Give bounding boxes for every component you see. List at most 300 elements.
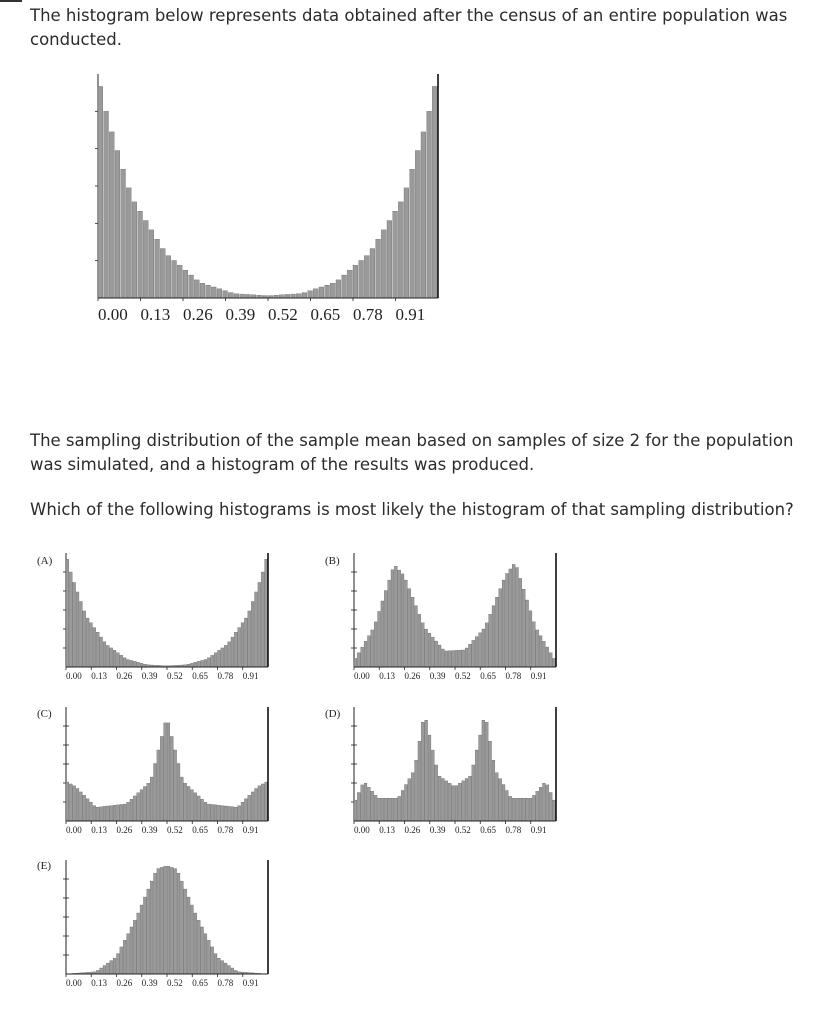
histogram-bar	[475, 637, 478, 667]
histogram-bar	[398, 570, 401, 667]
histogram-bar	[353, 265, 358, 298]
x-tick-label: 0.26	[116, 825, 133, 835]
histogram-bar	[296, 294, 301, 298]
histogram-bar	[187, 897, 190, 974]
histogram-bar	[347, 270, 352, 298]
histogram-bar	[357, 653, 360, 667]
histogram-bar	[482, 720, 485, 821]
histogram-bar	[79, 792, 82, 821]
histogram-bar	[364, 641, 367, 667]
histogram-bar	[166, 256, 171, 298]
x-tick-label: 0.65	[480, 825, 496, 835]
histogram-bar	[489, 741, 492, 821]
histogram-bar	[455, 650, 458, 667]
histogram-bar	[207, 940, 210, 974]
histogram-bar	[536, 791, 539, 821]
histogram-bar	[211, 287, 216, 298]
histogram-bar	[415, 151, 420, 298]
histogram-bar	[374, 795, 377, 821]
x-tick-label: 0.13	[91, 671, 107, 681]
histogram-bar	[411, 773, 414, 821]
histogram-bar	[90, 623, 93, 667]
x-tick-label: 0.39	[429, 825, 446, 835]
histogram-bar	[401, 574, 404, 667]
option-e-label: (E)	[37, 860, 52, 872]
histogram-bar	[234, 294, 239, 298]
histogram-bar	[170, 736, 173, 821]
histogram-bar	[143, 897, 146, 974]
x-tick-label: 0.78	[505, 671, 522, 681]
x-tick-label: 0.00	[354, 671, 370, 681]
histogram-bar	[421, 132, 426, 298]
histogram-bar	[110, 806, 113, 821]
histogram-bar	[388, 798, 391, 821]
histogram-bar	[361, 785, 364, 821]
histogram-bar	[357, 793, 360, 822]
histogram-bar	[180, 777, 183, 821]
histogram-bar	[405, 785, 408, 821]
histogram-bar	[415, 760, 418, 821]
histogram-bar	[482, 629, 485, 667]
histogram-bar	[442, 778, 445, 821]
histogram-bar	[90, 802, 93, 821]
option-c-label: (C)	[37, 708, 52, 720]
x-tick-label: 0.26	[183, 305, 213, 324]
histogram-bar	[539, 787, 542, 821]
histogram-bar	[197, 661, 200, 667]
histogram-bar	[455, 786, 458, 821]
histogram-bar	[66, 559, 69, 667]
histogram-bar	[435, 641, 438, 667]
histogram-bar	[133, 661, 136, 667]
histogram-bar	[164, 723, 167, 821]
histogram-bar	[342, 275, 347, 298]
histogram-bar	[553, 658, 556, 667]
histogram-bar	[117, 653, 120, 667]
histogram-bar	[495, 597, 498, 667]
histogram-bar	[378, 798, 381, 821]
histogram-bar	[110, 961, 113, 974]
x-tick-label: 0.78	[217, 825, 234, 835]
histogram-bar	[549, 653, 552, 667]
histogram-bar	[502, 580, 505, 667]
histogram-bar	[438, 645, 441, 667]
histogram-bar	[130, 660, 133, 667]
histogram-bar	[361, 647, 364, 667]
histogram-bar	[378, 611, 381, 667]
histogram-bar	[204, 934, 207, 974]
histogram-bar	[177, 764, 180, 822]
x-tick-label: 0.39	[141, 671, 158, 681]
histogram-bar	[170, 867, 173, 974]
histogram-bar	[228, 966, 231, 974]
histogram-bar	[391, 570, 394, 667]
histogram-bar	[442, 649, 445, 667]
histogram-bar	[370, 249, 375, 298]
histogram-bar	[425, 629, 428, 667]
histogram-bar	[160, 867, 163, 974]
histogram-bar	[408, 779, 411, 821]
histogram-bar	[155, 239, 160, 298]
x-tick-label: 0.13	[91, 825, 107, 835]
histogram-bar	[285, 294, 290, 298]
histogram-bar	[410, 169, 415, 298]
histogram-bar	[458, 783, 461, 821]
histogram-bar	[234, 632, 237, 667]
histogram-bar	[452, 786, 455, 821]
histogram-bar	[553, 800, 556, 821]
x-tick-label: 0.65	[480, 671, 496, 681]
histogram-bar	[519, 578, 522, 667]
histogram-bar	[120, 947, 123, 974]
x-tick-label: 0.39	[429, 671, 446, 681]
histogram-bar	[121, 169, 126, 298]
histogram-bar	[391, 798, 394, 821]
histogram-bar	[231, 968, 234, 974]
histogram-bar	[405, 580, 408, 667]
histogram-bar	[543, 641, 546, 667]
histogram-bar	[479, 735, 482, 821]
x-tick-label: 0.26	[404, 825, 421, 835]
histogram-bar	[73, 786, 76, 821]
x-tick-label: 0.39	[141, 978, 158, 988]
histogram-bar	[238, 806, 241, 821]
histogram-bar	[160, 249, 165, 298]
histogram-bar	[248, 611, 251, 667]
histogram-bar	[160, 736, 163, 821]
histogram-bar	[172, 260, 177, 298]
histogram-bar	[224, 645, 227, 667]
x-tick-label: 0.91	[242, 825, 259, 835]
histogram-bar	[543, 783, 546, 821]
histogram-bar	[214, 805, 217, 821]
population-histogram	[92, 72, 442, 324]
histogram-bar	[174, 869, 177, 974]
histogram-bar	[364, 256, 369, 298]
histogram-bar	[69, 784, 72, 821]
histogram-bar	[201, 927, 204, 974]
histogram-bar	[526, 600, 529, 667]
x-tick-label: 0.39	[141, 825, 158, 835]
histogram-bar	[164, 866, 167, 974]
histogram-bar	[319, 287, 324, 298]
histogram-bar	[465, 778, 468, 821]
histogram-bar	[115, 151, 120, 298]
histogram-bar	[330, 283, 335, 298]
histogram-bar	[240, 294, 245, 298]
histogram-bar	[415, 606, 418, 667]
histogram-bar	[255, 592, 258, 667]
x-tick-label: 0.00	[354, 825, 370, 835]
histogram-bar	[509, 796, 512, 821]
histogram-bar	[224, 963, 227, 974]
histogram-bar	[431, 750, 434, 821]
histogram-bar	[130, 927, 133, 974]
x-tick-label: 0.78	[505, 825, 522, 835]
histogram-bar	[150, 881, 153, 974]
corner-mark	[0, 0, 22, 2]
histogram-bar	[458, 650, 461, 667]
question-prompt: Which of the following histograms is most likely the histogram of that sampling distribution?	[30, 500, 794, 519]
histogram-bar	[492, 606, 495, 667]
histogram-bar	[506, 790, 509, 821]
histogram-bar	[137, 662, 140, 667]
histogram-bar	[132, 202, 137, 298]
histogram-bar	[180, 881, 183, 974]
histogram-bar	[103, 806, 106, 821]
histogram-bar	[438, 776, 441, 821]
histogram-bar	[472, 765, 475, 821]
intro-text: The histogram below represents data obtained after the census of an entire population was conducted.	[30, 6, 788, 49]
sampling-text: The sampling distribution of the sample mean based on samples of size 2 for the population was simulated, and a histogram of the results was produced.	[30, 431, 794, 474]
histogram-bar	[354, 658, 357, 667]
histogram-bar	[526, 798, 529, 821]
histogram-bar	[79, 601, 82, 667]
histogram-bar	[394, 566, 397, 667]
histogram-bar	[106, 963, 109, 974]
histogram-bar	[194, 280, 199, 298]
x-tick-label: 0.65	[310, 305, 341, 324]
histogram-bar	[381, 798, 384, 821]
histogram-bar	[184, 889, 187, 974]
histogram-bar	[218, 805, 221, 821]
histogram-bar	[189, 275, 194, 298]
x-tick-label: 0.91	[395, 305, 426, 324]
histogram-bar	[133, 796, 136, 821]
histogram-option-b[interactable]	[348, 551, 560, 686]
histogram-bar	[251, 792, 254, 821]
histogram-bar	[138, 211, 143, 298]
histogram-bar	[536, 630, 539, 667]
histogram-bar	[218, 958, 221, 974]
histogram-bar	[546, 785, 549, 821]
histogram-bar	[228, 642, 231, 667]
histogram-bar	[123, 804, 126, 821]
histogram-bar	[431, 637, 434, 667]
histogram-bar	[127, 802, 130, 821]
histogram-bar	[308, 291, 313, 298]
histogram-bar	[147, 783, 150, 821]
histogram-bar	[398, 796, 401, 821]
histogram-bar	[197, 920, 200, 974]
histogram-bar	[106, 806, 109, 821]
histogram-bar	[532, 795, 535, 821]
histogram-bar	[354, 800, 357, 821]
x-tick-label: 0.52	[268, 305, 298, 324]
x-tick-label: 0.13	[140, 305, 171, 324]
histogram-bar	[506, 574, 509, 667]
x-tick-label: 0.91	[530, 825, 547, 835]
histogram-bar	[109, 132, 114, 298]
histogram-bar	[117, 805, 120, 821]
histogram-bar	[244, 799, 247, 821]
histogram-bar	[93, 628, 96, 667]
histogram-bar	[167, 866, 170, 974]
histogram-bar	[211, 655, 214, 667]
histogram-bar	[214, 954, 217, 974]
histogram-bar	[177, 873, 180, 974]
histogram-bar	[93, 806, 96, 821]
histogram-bar	[191, 905, 194, 974]
histogram-bar	[117, 954, 120, 974]
histogram-bar	[221, 806, 224, 821]
histogram-bar	[223, 291, 228, 298]
histogram-bar	[231, 637, 234, 667]
histogram-bar	[234, 807, 237, 821]
x-tick-label: 0.91	[242, 671, 259, 681]
histogram-bar	[381, 601, 384, 667]
histogram-bar	[177, 265, 182, 298]
option-a-label: (A)	[37, 555, 53, 567]
histogram-bar	[204, 660, 207, 668]
histogram-bar	[374, 622, 377, 667]
histogram-bar	[204, 802, 207, 821]
histogram-bar	[489, 614, 492, 667]
histogram-bar	[167, 723, 170, 821]
histogram-option-a[interactable]	[60, 551, 272, 686]
histogram-bar	[133, 920, 136, 974]
x-tick-label: 0.13	[91, 978, 107, 988]
x-tick-label: 0.91	[530, 671, 547, 681]
histogram-bar	[127, 934, 130, 974]
x-tick-label: 0.78	[353, 305, 383, 324]
histogram-bar	[381, 230, 386, 298]
histogram-bar	[221, 648, 224, 667]
histogram-bar	[499, 589, 502, 667]
histogram-bar	[120, 655, 123, 667]
histogram-bar	[197, 796, 200, 821]
histogram-bar	[140, 790, 143, 821]
histogram-bar	[468, 776, 471, 821]
histogram-bar	[452, 651, 455, 667]
histogram-bar	[83, 611, 86, 667]
histogram-bar	[255, 789, 258, 821]
histogram-bar	[546, 647, 549, 667]
histogram-bar	[258, 582, 261, 667]
histogram-bar	[100, 807, 103, 821]
histogram-bar	[206, 285, 211, 298]
histogram-bar	[539, 636, 542, 667]
histogram-bar	[214, 653, 217, 667]
histogram-bar	[401, 790, 404, 821]
histogram-option-e[interactable]	[60, 858, 272, 993]
histogram-bar	[445, 651, 448, 667]
histogram-bar	[549, 793, 552, 822]
histogram-bar	[485, 722, 488, 821]
x-tick-label: 0.52	[455, 825, 471, 835]
x-tick-label: 0.78	[217, 978, 234, 988]
histogram-bar	[201, 660, 204, 667]
histogram-bar	[248, 795, 251, 821]
histogram-bar	[427, 111, 432, 298]
histogram-bar	[234, 970, 237, 974]
histogram-bar	[432, 86, 437, 298]
histogram-bar	[106, 645, 109, 667]
histogram-bar	[388, 580, 391, 667]
histogram-bar	[475, 750, 478, 821]
histogram-bar	[462, 650, 465, 667]
histogram-bar	[154, 764, 157, 822]
histogram-bar	[100, 637, 103, 667]
x-tick-label: 0.00	[66, 671, 82, 681]
histogram-bar	[291, 294, 296, 298]
x-tick-label: 0.91	[242, 978, 259, 988]
histogram-bar	[98, 86, 103, 298]
histogram-bar	[140, 905, 143, 974]
histogram-bar	[421, 623, 424, 667]
histogram-bar	[435, 765, 438, 821]
histogram-bar	[123, 940, 126, 974]
x-tick-label: 0.65	[192, 671, 208, 681]
histogram-bar	[200, 283, 205, 298]
histogram-bar	[313, 289, 318, 298]
histogram-bar	[529, 611, 532, 667]
x-tick-label: 0.52	[167, 978, 183, 988]
histogram-bar	[522, 798, 525, 821]
histogram-bar	[479, 633, 482, 667]
option-b-label: (B)	[325, 555, 340, 567]
histogram-bar	[221, 961, 224, 974]
histogram-bar	[371, 630, 374, 667]
histogram-bar	[241, 623, 244, 667]
histogram-bar	[258, 786, 261, 821]
histogram-bar	[228, 293, 233, 298]
histogram-bar	[120, 804, 123, 821]
histogram-bar	[183, 270, 188, 298]
histogram-bar	[472, 640, 475, 667]
histogram-bar	[428, 633, 431, 667]
histogram-bar	[244, 618, 247, 667]
histogram-bar	[516, 568, 519, 667]
histogram-bar	[157, 750, 160, 821]
histogram-bar	[516, 798, 519, 821]
histogram-bar	[421, 722, 424, 821]
histogram-bar	[76, 789, 79, 821]
histogram-bar	[336, 280, 341, 298]
histogram-bar	[83, 795, 86, 821]
histogram-bar	[143, 221, 148, 298]
histogram-option-c[interactable]	[60, 705, 272, 840]
histogram-bar	[261, 572, 264, 667]
histogram-bar	[137, 793, 140, 821]
x-tick-label: 0.00	[66, 825, 82, 835]
histogram-bar	[367, 787, 370, 821]
histogram-bar	[194, 913, 197, 974]
histogram-bar	[367, 636, 370, 667]
x-tick-label: 0.52	[167, 671, 183, 681]
histogram-bar	[86, 799, 89, 821]
histogram-bar	[217, 289, 222, 298]
histogram-bar	[207, 804, 210, 821]
histogram-bar	[394, 798, 397, 821]
histogram-bar	[207, 658, 210, 667]
histogram-option-d[interactable]	[348, 705, 560, 840]
histogram-bar	[154, 873, 157, 974]
x-tick-label: 0.65	[192, 825, 208, 835]
histogram-bar	[495, 773, 498, 821]
histogram-bar	[127, 660, 130, 668]
histogram-bar	[69, 572, 72, 667]
histogram-bar	[325, 285, 330, 298]
x-tick-label: 0.26	[404, 671, 421, 681]
histogram-bar	[100, 968, 103, 974]
histogram-bar	[157, 869, 160, 974]
x-tick-label: 0.52	[455, 671, 471, 681]
histogram-bar	[187, 786, 190, 821]
x-tick-label: 0.13	[379, 671, 395, 681]
histogram-bar	[376, 239, 381, 298]
histogram-bar	[411, 597, 414, 667]
